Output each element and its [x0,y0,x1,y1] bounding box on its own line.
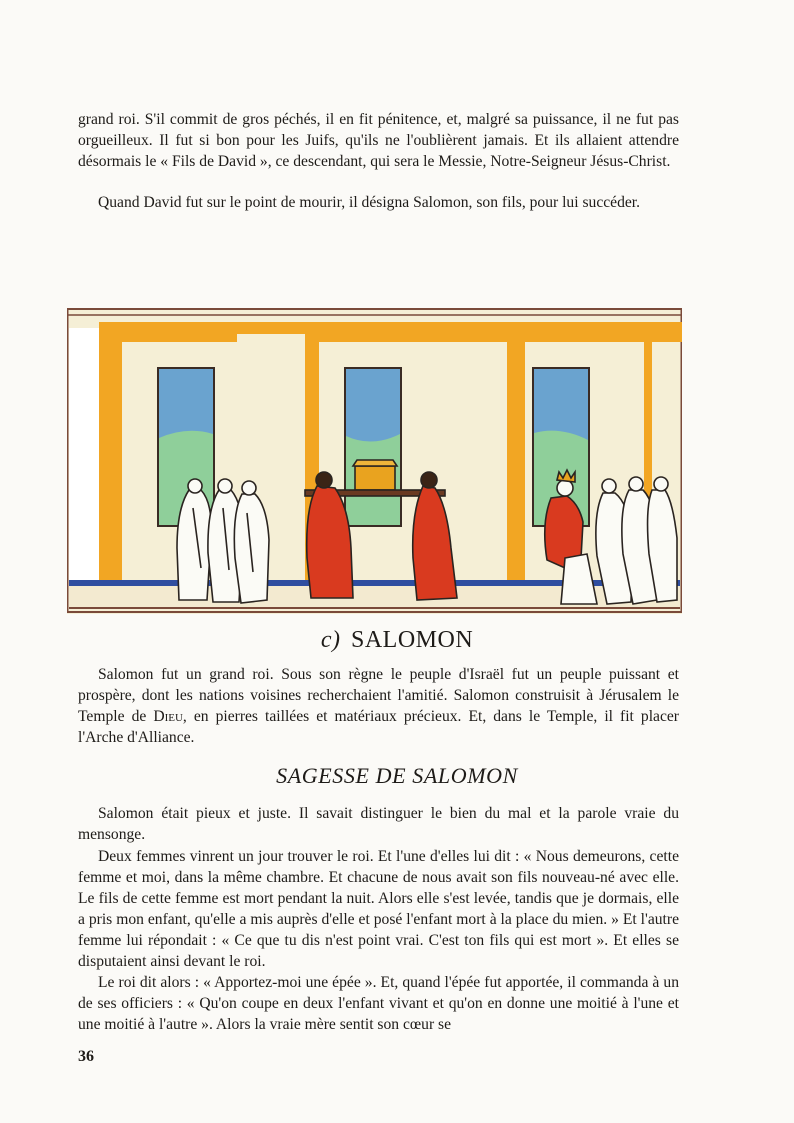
paragraph-salomon-part2: , en pierres taillées et matériaux précieux. Et, dans le Temple, il fit placer l'Arche d'Alliance. [78,708,679,746]
paragraph-epee: Le roi dit alors : « Apportez-moi une épée ». Et, quand l'épée fut apportée, il commanda à un de ses officiers : « Qu'on coupe en deux l'enfant vivant et qu'on en donne une moitié à l'une et une moitié à l'autre ». Alors la vraie mère sentit son cœur se [78,974,679,1033]
paragraph-deux-femmes: Deux femmes vinrent un jour trouver le roi. Et l'une d'elles lui dit : « Nous demeurons, cette femme et moi, dans la même chambre. Et chacune de nous avait son fils nouveau-né avec elle. Le fils de cette femme est mort pendant la nuit. Alors elle s'est levée, tandis que je dormais, elle a pris mon enfant, qu'elle a mis auprès d'elle et posé l'enfant mort à la place du mien. » Et l'autre femme lui répondait : « Ce que tu dis n'est point vrai. C'est ton fils qui est mort ». Et elles se disputaient ainsi devant le roi. [78,848,679,970]
left-figures-group [177,479,269,603]
section-title-text: SALOMON [350,627,474,653]
page-number: 36 [78,1048,94,1065]
section-title [0,627,794,654]
subsection-title: SAGESSE DE SALOMON [276,763,518,788]
paragraph-succession: Quand David fut sur le point de mourir, il désigna Salomon, son fils, pour lui succéder. [98,194,641,211]
paragraph-intro: grand roi. S'il commit de gros péchés, il en fit pénitence, et, malgré sa puissance, il ne fut pas orgueilleux. Il fut si bon pour les Juifs, qu'ils ne l'oublièrent jamais. Et ils allaient attendre désormais le « Fils de David », ce descendant, qui sera le Messie, Notre-Seigneur Jésus-Christ. [78,111,679,170]
temple-illustration [67,308,682,614]
paragraph-salomon [78,664,679,748]
paragraph-sagesse: Salomon était pieux et juste. Il savait distinguer le bien du mal et la parole vraie du mensonge. [78,805,679,843]
word-dieu: Dieu [153,708,183,725]
right-figures-group [596,477,677,604]
paragraph-salomon-part1: Salomon fut un grand roi. Sous son règne le peuple d'Israël fut un peuple puissant et prospère, dont les nations voisines recherchaient l'amitié. Salomon construisit à Jérusalem le Temple de [78,666,679,725]
section-letter: c) [320,627,341,653]
